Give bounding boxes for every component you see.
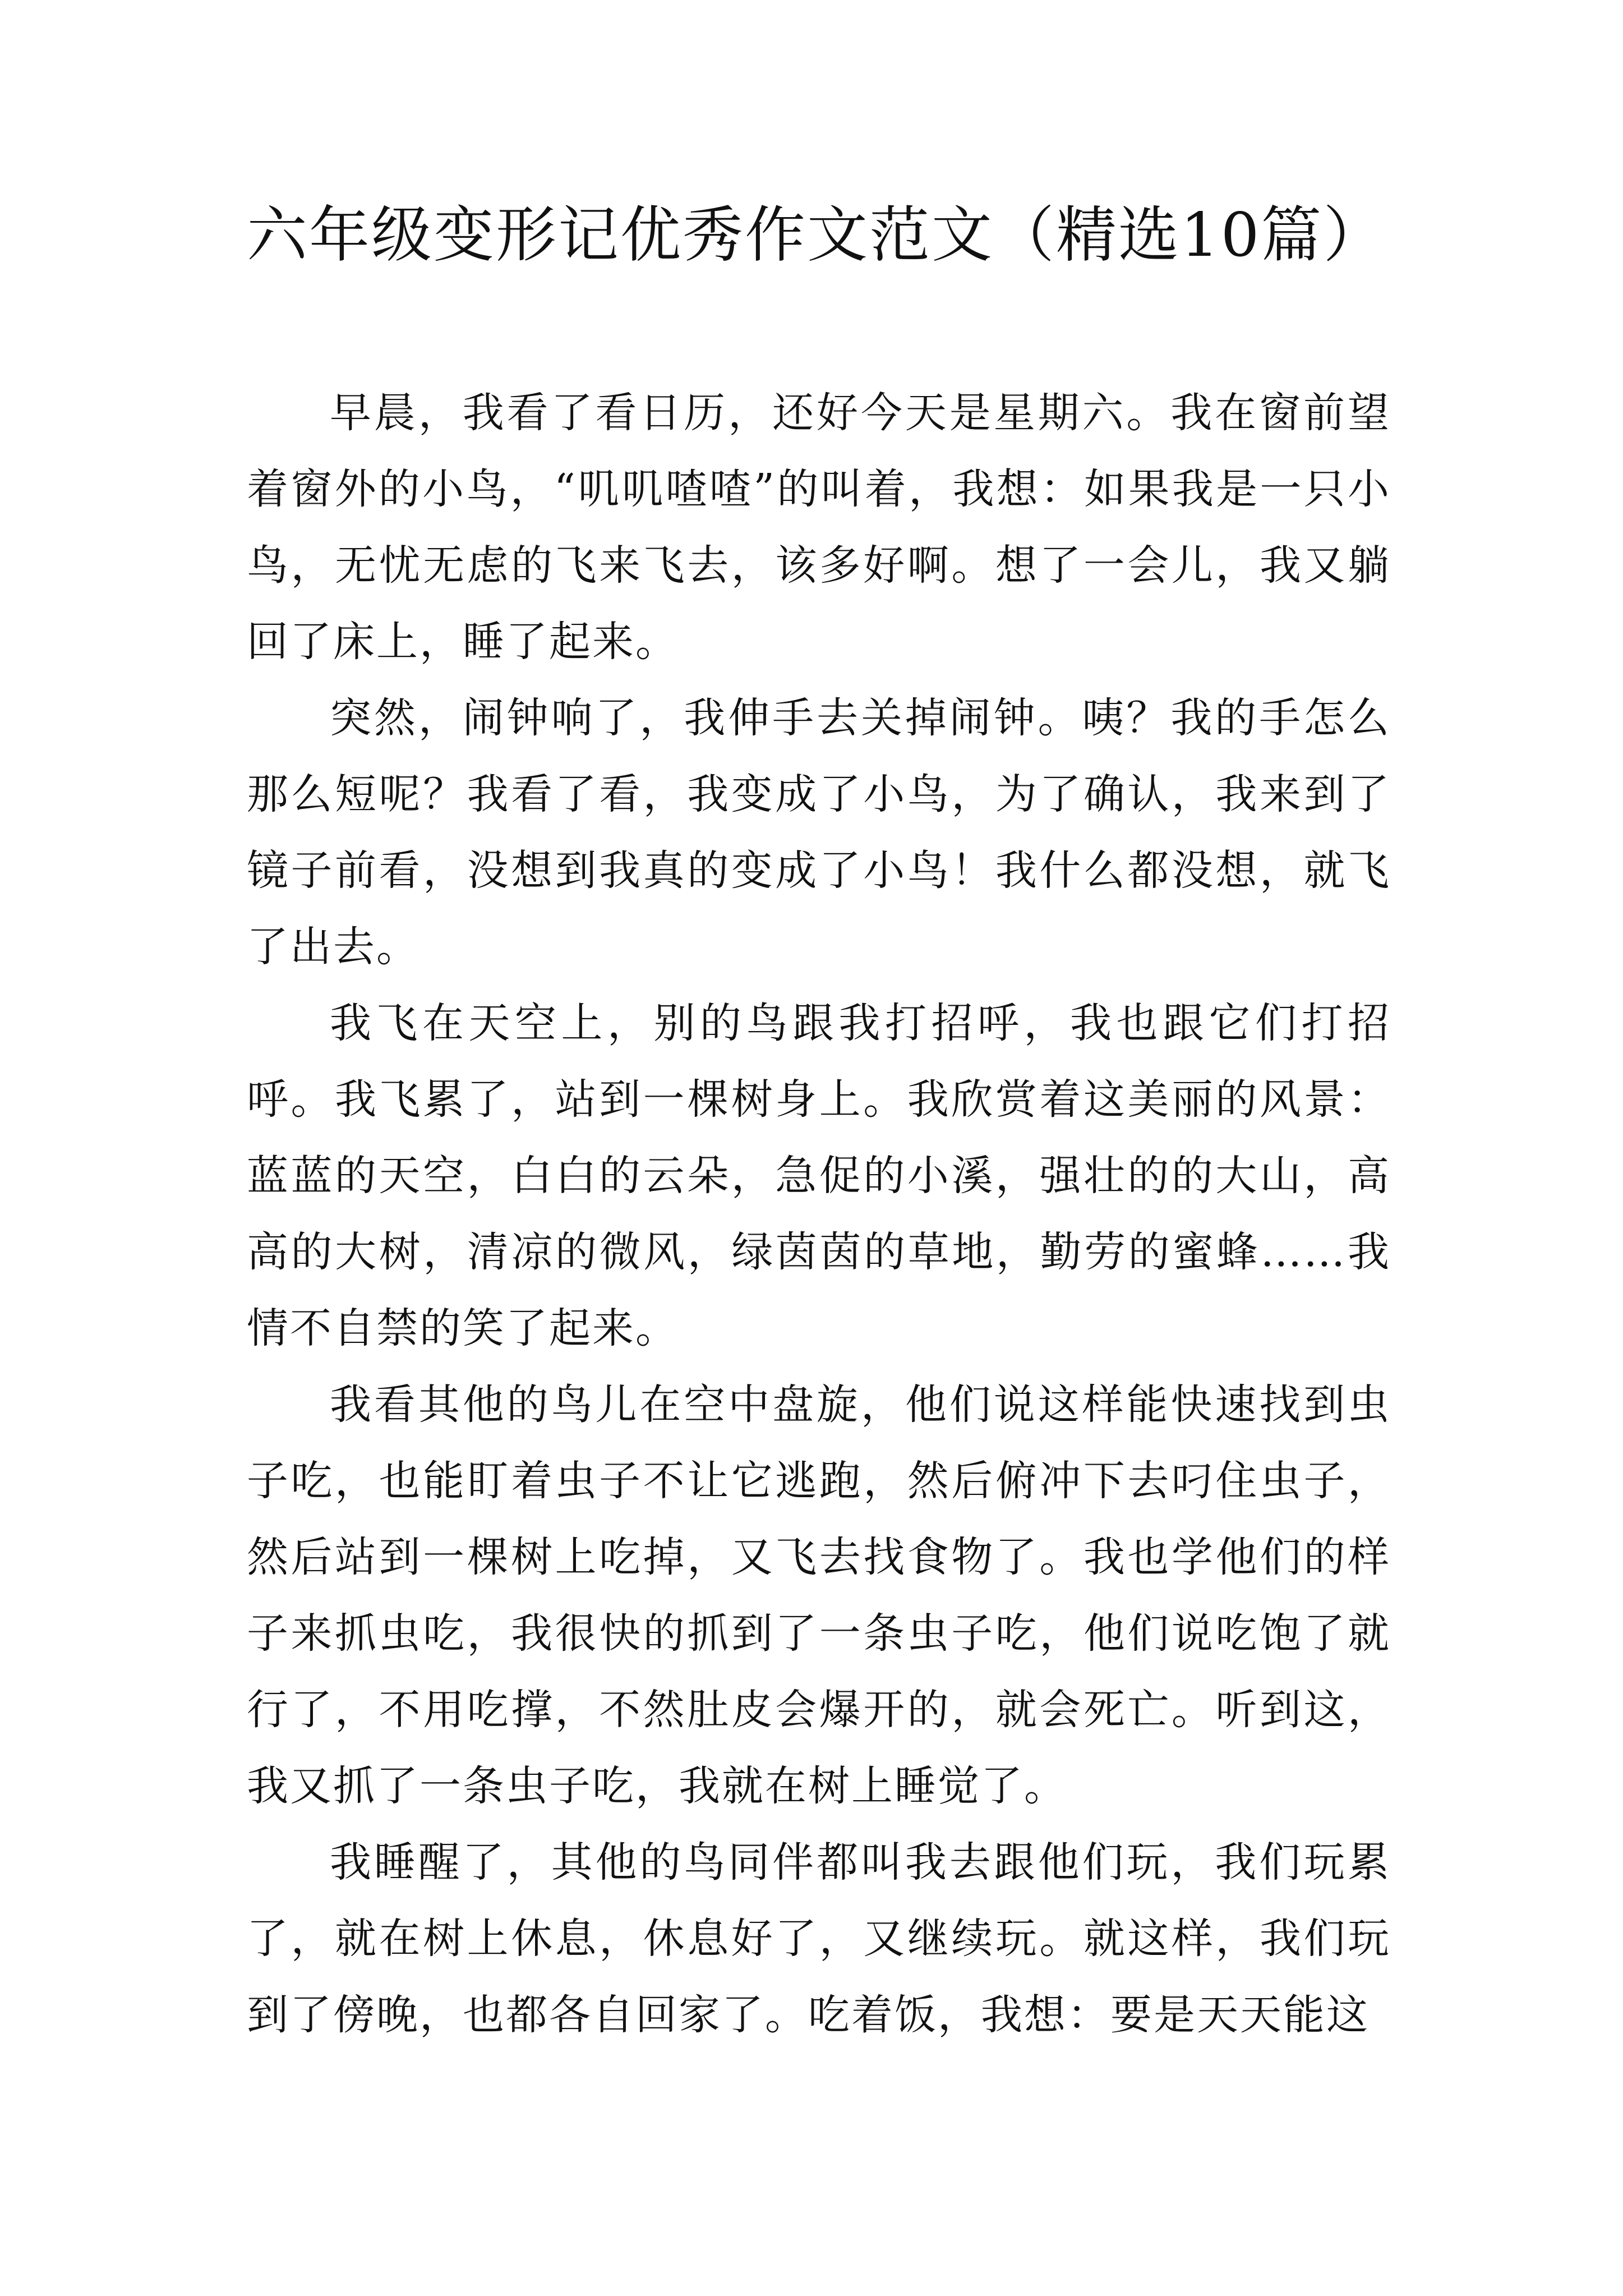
document-title: 六年级变形记优秀作文范文（精选10篇） <box>247 200 1386 270</box>
paragraph-1: 早晨，我看了看日历，还好今天是星期六。我在窗前望着窗外的小鸟，“叽叽喳喳”的叫着，我想：如果我是一只小鸟，无忧无虑的飞来飞去，该多好啊。想了一会儿，我又躺回了床上，睡了起来。 <box>247 389 1391 666</box>
paragraph-3: 我飞在天空上，别的鸟跟我打招呼，我也跟它们打招呼。我飞累了，站到一棵树身上。我欣赏着这美丽的风景：蓝蓝的天空，白白的云朵，急促的小溪，强壮的的大山，高高的大树，清凉的微风，绿茵茵的草地，勤劳的蜜蜂……我情不自禁的笑了起来。 <box>247 999 1391 1352</box>
document-body <box>247 375 1391 2053</box>
paragraph-2: 突然，闹钟响了，我伸手去关掉闹钟。咦？我的手怎么那么短呢？我看了看，我变成了小鸟，为了确认，我来到了镜子前看，没想到我真的变成了小鸟！我什么都没想，就飞了出去。 <box>247 694 1391 971</box>
paragraph-4: 我看其他的鸟儿在空中盘旋，他们说这样能快速找到虫子吃，也能盯着虫子不让它逃跑，然后俯冲下去叼住虫子，然后站到一棵树上吃掉，又飞去找食物了。我也学他们的样子来抓虫吃，我很快的抓到了一条虫子吃，他们说吃饱了就行了，不用吃撑，不然肚皮会爆开的，就会死亡。听到这，我又抓了一条虫子吃，我就在树上睡觉了。 <box>247 1381 1391 1810</box>
paragraph-5: 我睡醒了，其他的鸟同伴都叫我去跟他们玩，我们玩累了，就在树上休息，休息好了，又继续玩。就这样，我们玩到了傍晚，也都各自回家了。吃着饭，我想：要是天天能这 <box>247 1838 1391 2039</box>
